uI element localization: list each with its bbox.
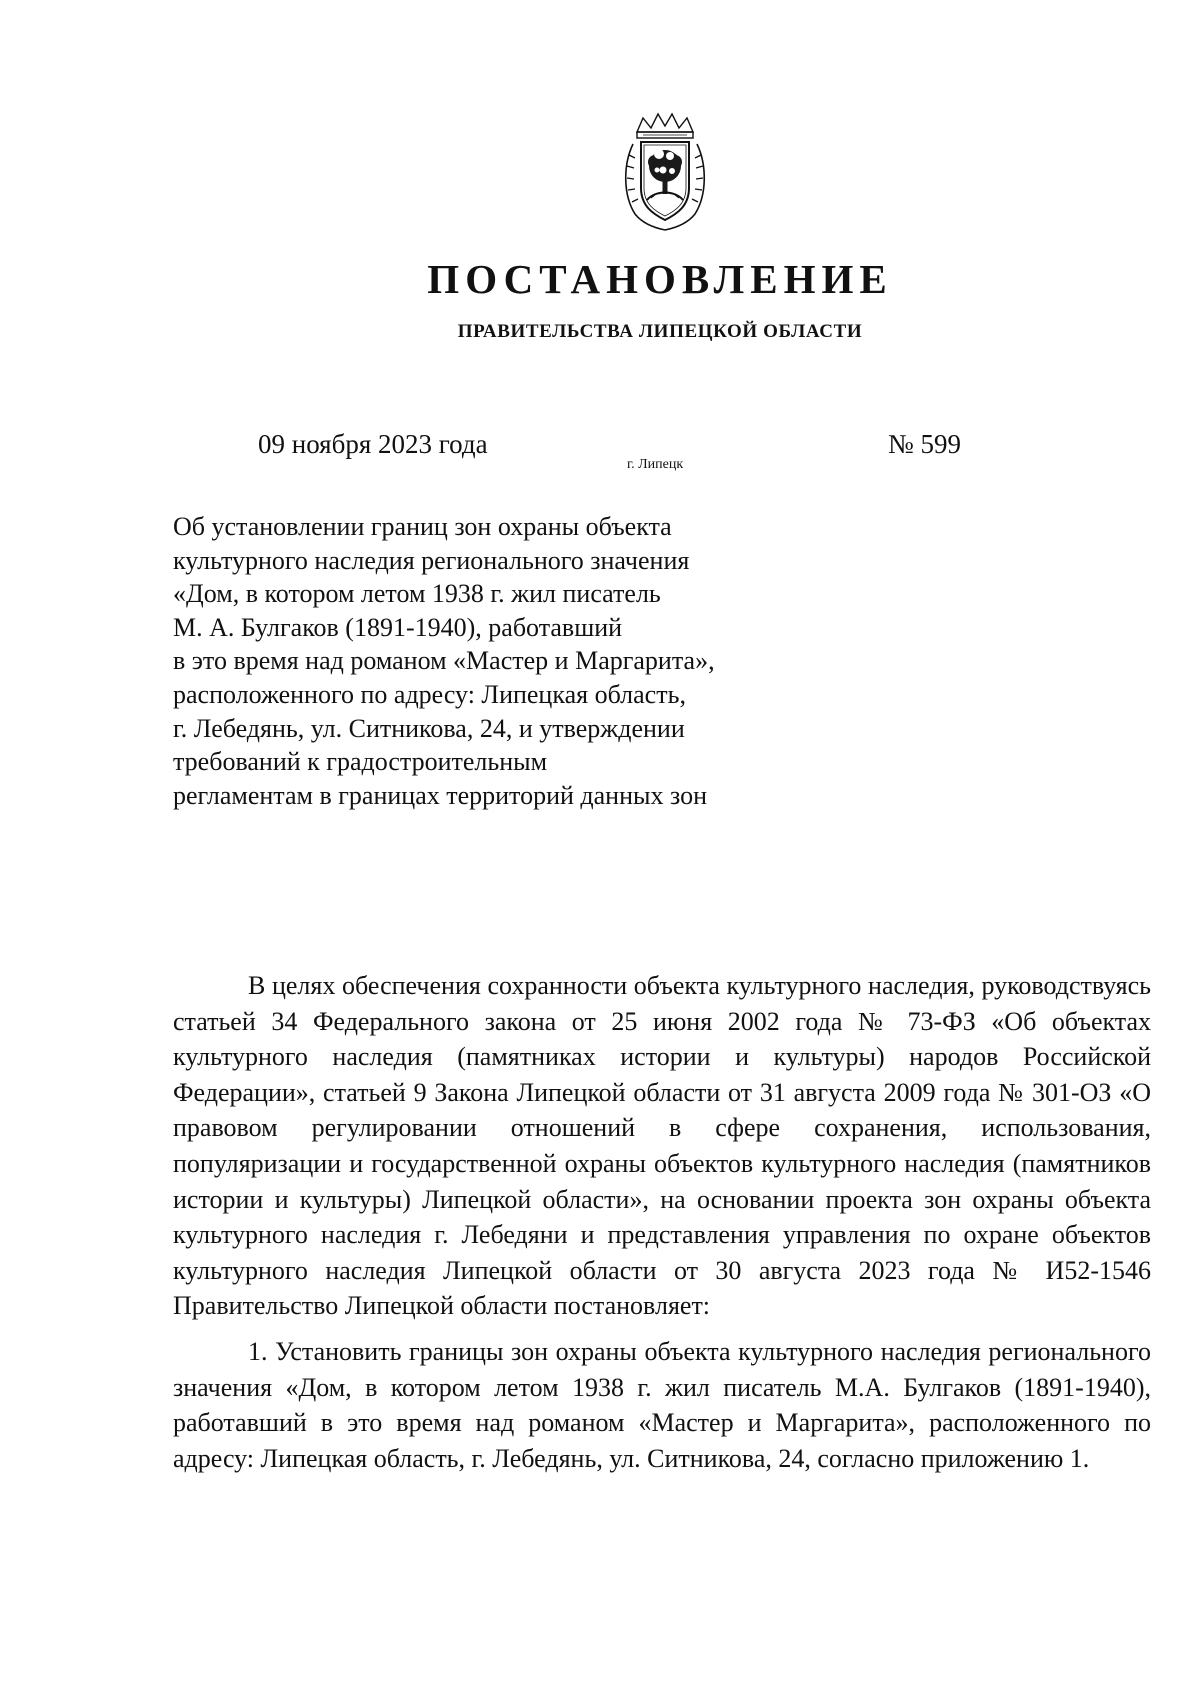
preamble-paragraph: В целях обеспечения сохранности объекта культурного наследия, руководствуясь статьей 34 Федерального закона от 25 июня 2002 года № 73-ФЗ «Об объектах культурного наследия (памятниках истории и культуры) народов Российской Федерации», статьей 9 Закона Липецкой области от 31 августа 2009 года № 301-ОЗ «О правовом регулировании отношений в сфере сохранения, использования, популяризации и государственной охраны объектов культурного наследия (памятников истории и культуры) Липецкой области», на основании проекта зон охраны объекта культурного наследия г. Лебедяни и представления управления по охране объектов культурного наследия Липецкой области от 30 августа 2023 года № И52-1546 Правительство Липецкой области постановляет: [173, 971, 1151, 1321]
document-body [173, 968, 1151, 1486]
heading-line: г. Лебедянь, ул. Ситникова, 24, и утверждении [173, 713, 685, 743]
document-issuer: ПРАВИТЕЛЬСТВА ЛИПЕЦКОЙ ОБЛАСТИ [457, 321, 863, 342]
document-number: № 599 [888, 429, 962, 459]
heading-line: в это время над романом «Мастер и Маргарита», [173, 646, 715, 676]
heading-line: культурного наследия регионального значения [173, 545, 690, 575]
document-title: ПОСТАНОВЛЕНИЕ [427, 256, 893, 302]
heading-line: регламентам в границах территорий данных зон [173, 780, 708, 810]
document-date: 09 ноября 2023 года [258, 429, 488, 459]
document-city: г. Липецк [627, 457, 684, 472]
coat-of-arms-icon [615, 110, 715, 235]
heading-line: «Дом, в котором летом 1938 г. жил писатель [173, 579, 661, 609]
coat-of-arms-emblem [615, 110, 715, 235]
item-1-paragraph: 1. Установить границы зон охраны объекта культурного наследия регионального значения «Дом, в котором летом 1938 г. жил писатель М.А. Булгаков (1891-1940), работавший в это время над романом «Мастер и Маргарита», расположенного по адресу: Липецкая область, г. Лебедянь, ул. Ситникова, 24, согласно приложению 1. [173, 1336, 1151, 1473]
heading-line: требований к градостроительным [173, 747, 548, 777]
document-heading [173, 510, 793, 812]
heading-line: Об установлении границ зон охраны объекта [173, 512, 672, 541]
heading-line: М. А. Булгаков (1891-1940), работавший [173, 612, 623, 642]
heading-line: расположенного по адресу: Липецкая область, [173, 679, 686, 709]
